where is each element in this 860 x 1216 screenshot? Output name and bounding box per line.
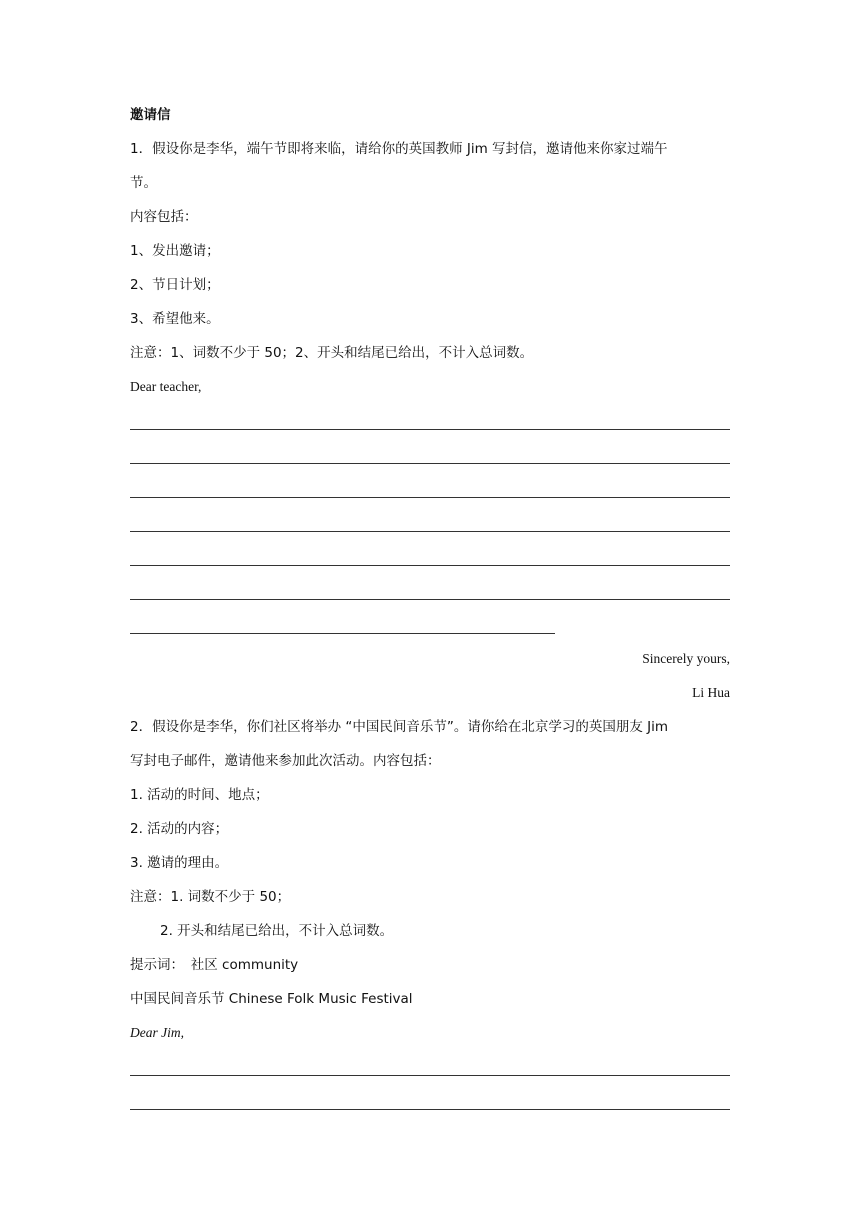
task2-hint-1: 提示词： 社区 community bbox=[130, 957, 299, 973]
writing-line-short[interactable] bbox=[130, 608, 730, 642]
task2-item-3: 3. 邀请的理由。 bbox=[130, 855, 229, 871]
writing-line[interactable] bbox=[130, 1084, 730, 1118]
writing-line[interactable] bbox=[130, 404, 730, 438]
task1-prompt-line1: 1．假设你是李华，端午节即将来临，请给你的英国教师 Jim 写封信，邀请他来你家过端午 bbox=[130, 141, 668, 157]
task2-note-2: 2. 开头和结尾已给出，不计入总词数。 bbox=[160, 923, 394, 939]
writing-line[interactable] bbox=[130, 1050, 730, 1084]
task2-prompt-line2: 写封电子邮件，邀请他来参加此次活动。内容包括： bbox=[130, 753, 441, 769]
task2-item-1: 1. 活动的时间、地点； bbox=[130, 787, 269, 803]
task2-note-1: 注意：1. 词数不少于 50； bbox=[130, 889, 291, 905]
task2-greeting: Dear Jim, bbox=[130, 1025, 184, 1040]
task1-note: 注意：1、词数不少于 50；2、开头和结尾已给出，不计入总词数。 bbox=[130, 345, 534, 361]
document-page bbox=[130, 98, 730, 1118]
writing-line[interactable] bbox=[130, 540, 730, 574]
writing-line[interactable] bbox=[130, 506, 730, 540]
writing-line[interactable] bbox=[130, 438, 730, 472]
writing-line[interactable] bbox=[130, 574, 730, 608]
task1-item-2: 2、节日计划； bbox=[130, 277, 220, 293]
writing-line[interactable] bbox=[130, 472, 730, 506]
task1-item-1: 1、发出邀请； bbox=[130, 243, 220, 259]
task1-greeting: Dear teacher, bbox=[130, 379, 202, 394]
task1-item-3: 3、希望他来。 bbox=[130, 311, 220, 327]
document-title: 邀请信 bbox=[130, 107, 171, 123]
task2-item-2: 2. 活动的内容； bbox=[130, 821, 229, 837]
task2-hint-2: 中国民间音乐节 Chinese Folk Music Festival bbox=[130, 991, 413, 1007]
task2-prompt-line1: 2．假设你是李华，你们社区将举办 “中国民间音乐节”。请你给在北京学习的英国朋友 Jim bbox=[130, 719, 669, 735]
task1-prompt-line2: 节。 bbox=[130, 175, 157, 191]
task1-content-heading: 内容包括： bbox=[130, 209, 198, 225]
task1-signature: Li Hua bbox=[692, 685, 730, 700]
task1-closing: Sincerely yours, bbox=[642, 651, 730, 666]
